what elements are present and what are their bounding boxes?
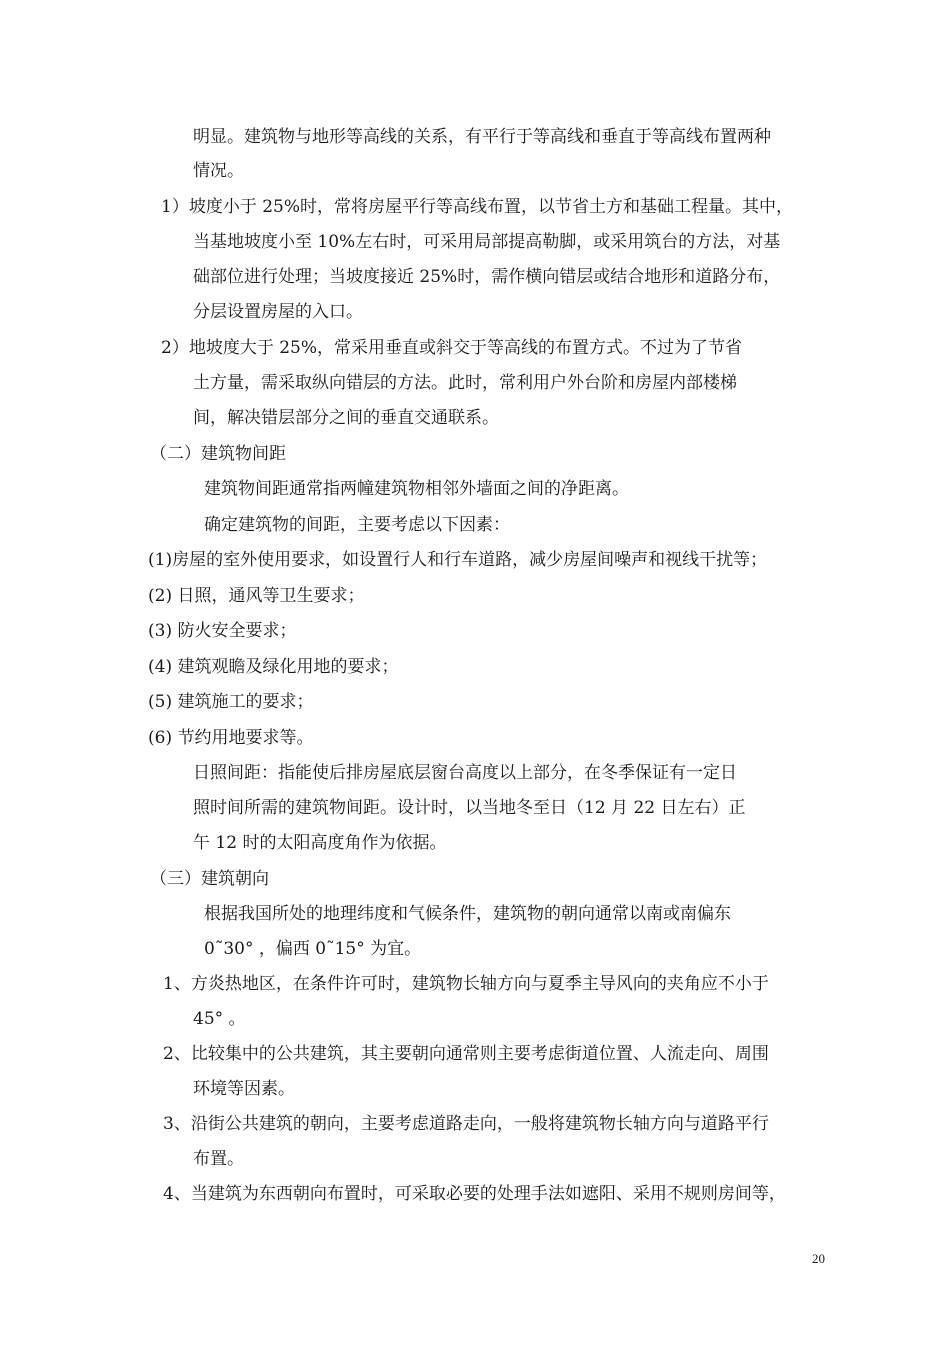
- text-line: 根据我国所处的地理纬度和气候条件，建筑物的朝向通常以南或南偏东: [204, 904, 731, 924]
- text-line: 确定建筑物的间距，主要考虑以下因素：: [204, 515, 510, 535]
- text-line: 照时间所需的建筑物间距。设计时，以当地冬至日（12 月 22 日左右）正: [193, 798, 746, 818]
- list-item: 2、比较集中的公共建筑，其主要朝向通常则主要考虑街道位置、人流走向、周围: [163, 1044, 769, 1064]
- text-line: 0˜30° ，偏西 0˜15° 为宜。: [204, 939, 422, 959]
- list-item: (1)房屋的室外使用要求，如设置行人和行车道路，减少房屋间噪声和视线干扰等；: [148, 550, 768, 570]
- list-item: (5) 建筑施工的要求；: [148, 692, 314, 712]
- list-item: (4) 建筑观瞻及绿化用地的要求；: [148, 657, 399, 677]
- text-line: 当基地坡度小至 10%左右时，可采用局部提高勒脚，或采用筑台的方法，对基: [193, 232, 781, 252]
- section-heading: （三）建筑朝向: [150, 869, 269, 889]
- text-line: 土方量，需采取纵向错层的方法。此时，常利用户外台阶和房屋内部楼梯: [193, 373, 737, 393]
- list-item: 3、沿街公共建筑的朝向，主要考虑道路走向，一般将建筑物长轴方向与道路平行: [163, 1114, 769, 1134]
- list-item: 1、方炎热地区，在条件许可时，建筑物长轴方向与夏季主导风向的夹角应不小于: [163, 974, 769, 994]
- text-line: 分层设置房屋的入口。: [193, 302, 363, 322]
- text-line: 2）地坡度大于 25%，常采用垂直或斜交于等高线的布置方式。不过为了节省: [161, 338, 743, 358]
- text-line: 午 12 时的太阳高度角作为依据。: [193, 833, 447, 853]
- text-line: 布置。: [193, 1149, 244, 1169]
- text-line: 础部位进行处理；当坡度接近 25%时，需作横向错层或结合地形和道路分布，: [193, 267, 781, 287]
- text-line: 日照间距：指能使后排房屋底层窗台高度以上部分，在冬季保证有一定日: [193, 763, 737, 783]
- list-item: 4、当建筑为东西朝向布置时，可采取必要的处理手法如遮阳、采用不规则房间等，: [163, 1184, 786, 1204]
- text-line: 间，解决错层部分之间的垂直交通联系。: [193, 408, 499, 428]
- section-heading: （二）建筑物间距: [150, 444, 286, 464]
- page-number: 20: [812, 1251, 825, 1266]
- text-line: 明显。建筑物与地形等高线的关系，有平行于等高线和垂直于等高线布置两种: [193, 127, 771, 147]
- text-line: 1）坡度小于 25%时，常将房屋平行等高线布置，以节省土方和基础工程量。其中，: [161, 197, 794, 217]
- text-line: 情况。: [193, 161, 244, 181]
- list-item: (6) 节约用地要求等。: [148, 728, 314, 748]
- text-line: 45° 。: [193, 1009, 246, 1029]
- list-item: (3) 防火安全要求；: [148, 621, 297, 641]
- text-line: 环境等因素。: [193, 1079, 295, 1099]
- text-line: 建筑物间距通常指两幢建筑物相邻外墙面之间的净距离。: [204, 479, 629, 499]
- list-item: (2) 日照，通风等卫生要求；: [148, 586, 365, 606]
